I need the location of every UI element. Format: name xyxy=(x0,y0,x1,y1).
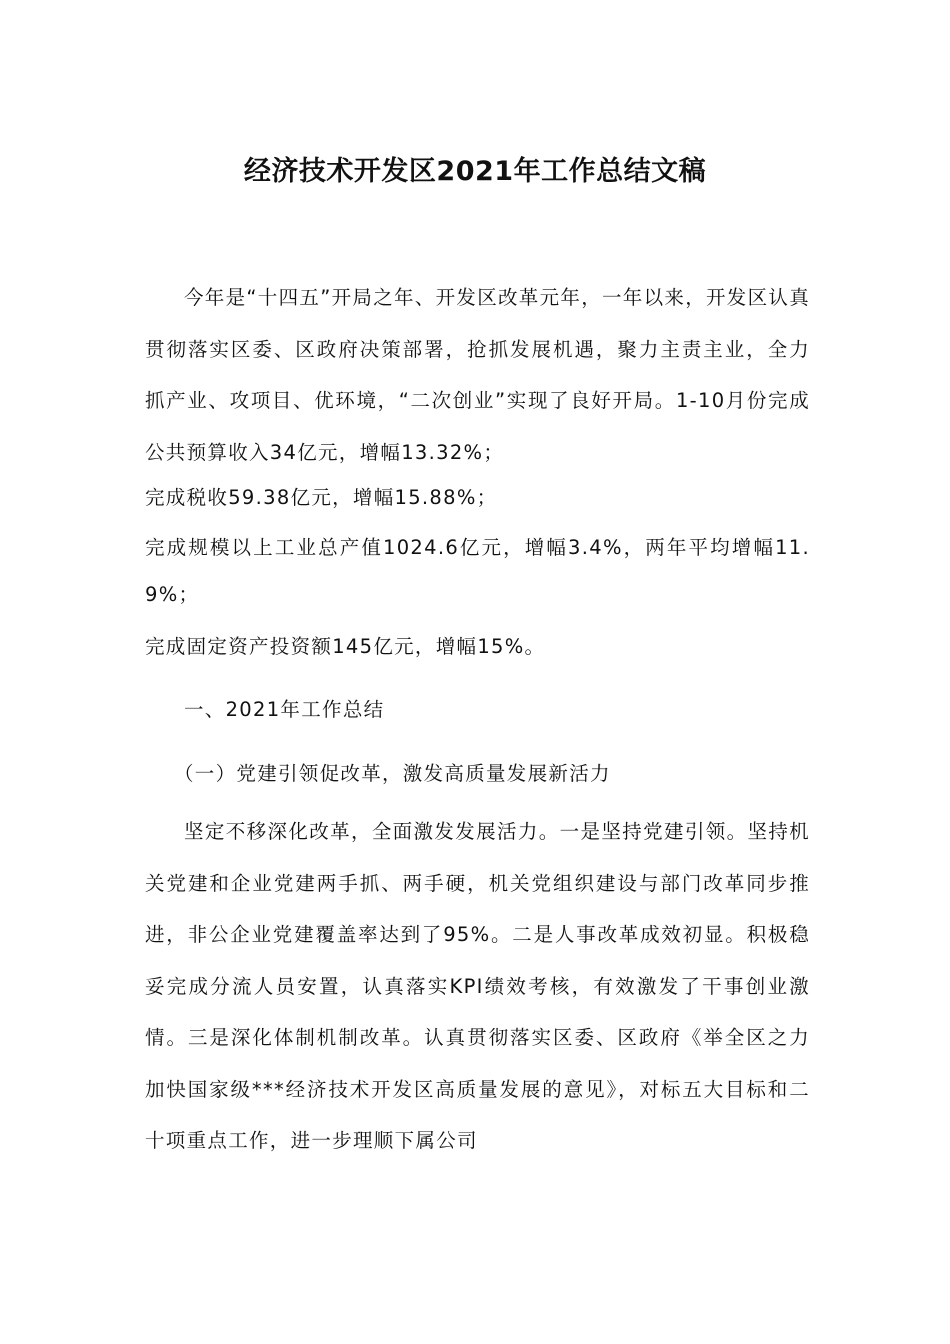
subsection-heading: （一）党建引领促改革，激发高质量发展新活力 xyxy=(174,762,611,785)
body-paragraph: 坚定不移深化改革，全面激发发展活力。一是坚持党建引领。坚持机关党建和企业党建两手抓、两手硬，机关党组织建设与部门改革同步推进，非公企业党建覆盖率达到了95%。二是人事改革成效初显。积极稳妥完成分流人员安置，认真落实KPI绩效考核，有效激发了干事创业激情。三是深化体制机制改革。认真贯彻落实区委、区政府《举全区之力加快国家级***经济技术开发区高质量发展的意见》，对标五大目标和二十项重点工作，进一步理顺下属公司 xyxy=(145,820,810,1152)
document-title: 经济技术开发区2021年工作总结文稿 xyxy=(243,156,707,187)
stat-industry-line: 完成规模以上工业总产值1024.6亿元，增幅3.4%，两年平均增幅11.9%； xyxy=(145,536,810,606)
section-heading: 一、2021年工作总结 xyxy=(184,698,385,721)
stat-investment-line: 完成固定资产投资额145亿元，增幅15%。 xyxy=(145,635,546,658)
stat-tax-line: 完成税收59.38亿元，增幅15.88%； xyxy=(145,486,498,509)
intro-paragraph: 今年是“十四五”开局之年、开发区改革元年，一年以来，开发区认真贯彻落实区委、区政府决策部署，抢抓发展机遇，聚力主责主业，全力抓产业、攻项目、优环境，“二次创业”实现了良好开局。1-10月份完成公共预算收入34亿元，增幅13.32%； xyxy=(145,286,811,464)
